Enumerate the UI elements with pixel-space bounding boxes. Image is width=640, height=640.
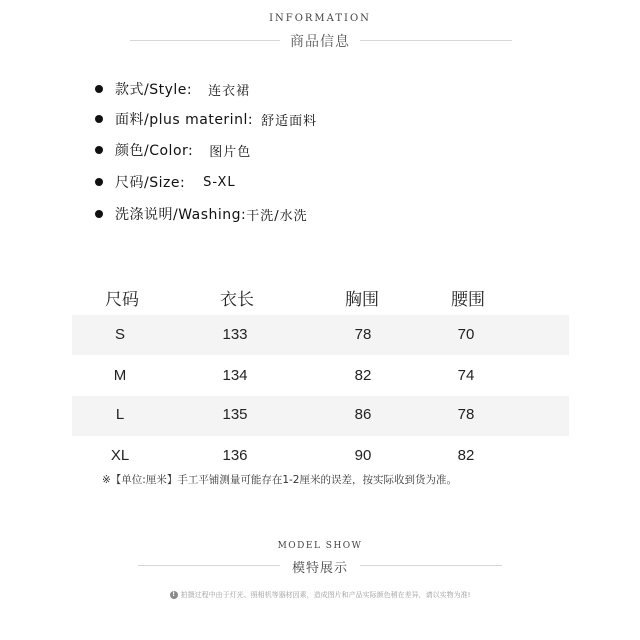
measurement-note: ※【单位:厘米】手工平铺测量可能存在1-2厘米的误差，按实际收到货为准。 — [102, 474, 457, 486]
bullet-icon — [95, 210, 103, 218]
table-cell: 78 — [354, 326, 372, 343]
table-cell: 82 — [354, 367, 372, 384]
header-divider-right — [360, 40, 512, 41]
table-cell: 133 — [222, 326, 248, 343]
spec-value: 图片色 — [209, 144, 252, 160]
spec-washing — [95, 204, 308, 224]
model-show-title: 模特展示 — [291, 561, 348, 576]
table-cell: 78 — [457, 406, 475, 423]
table-cell: 74 — [457, 367, 475, 384]
spec-label: 颜色/Color: — [115, 143, 194, 159]
spec-size — [95, 172, 236, 192]
table-cell: 82 — [457, 447, 475, 464]
spec-value: 连衣裙 — [208, 83, 251, 99]
bullet-icon — [95, 85, 103, 93]
table-header-cell: 腰围 — [451, 290, 485, 310]
spec-label: 款式/Style: — [115, 82, 193, 98]
table-header-cell: 衣长 — [220, 290, 254, 310]
table-cell: L — [115, 406, 125, 423]
spec-label: 面料/plus materinl: — [115, 112, 254, 128]
table-cell: 136 — [222, 447, 248, 464]
spec-label: 尺码/Size: — [115, 175, 186, 191]
bullet-icon — [95, 115, 103, 123]
information-heading: INFORMATION — [269, 13, 371, 24]
disclaimer-text: 拍摄过程中由于灯光、照相机等器材因素，造成图片和产品实际颜色稍在差异，请以实物为准! — [180, 591, 471, 599]
model-show-divider-right — [360, 565, 502, 566]
bullet-icon — [95, 146, 103, 154]
table-cell: 134 — [222, 367, 248, 384]
spec-style — [95, 79, 250, 99]
table-header-cell: 胸围 — [345, 290, 379, 310]
color-disclaimer — [0, 590, 640, 600]
spec-fabric — [95, 109, 317, 129]
table-cell: XL — [110, 447, 130, 464]
spec-value: 干洗/水洗 — [246, 208, 308, 224]
info-icon: ! — [170, 591, 178, 599]
bullet-icon — [95, 178, 103, 186]
table-header-cell: 尺码 — [105, 290, 139, 310]
table-cell: M — [113, 367, 127, 384]
product-info-title: 商品信息 — [290, 34, 350, 50]
table-cell: 90 — [354, 447, 372, 464]
table-cell: 86 — [354, 406, 372, 423]
spec-value: S-XL — [203, 174, 236, 190]
table-cell: S — [114, 326, 125, 343]
spec-color — [95, 140, 251, 160]
table-cell: 70 — [457, 326, 475, 343]
spec-value: 舒适面料 — [261, 113, 318, 129]
model-show-heading: MODEL SHOW — [277, 541, 363, 551]
spec-label: 洗涤说明/Washing: — [115, 207, 247, 223]
table-cell: 135 — [222, 406, 248, 423]
